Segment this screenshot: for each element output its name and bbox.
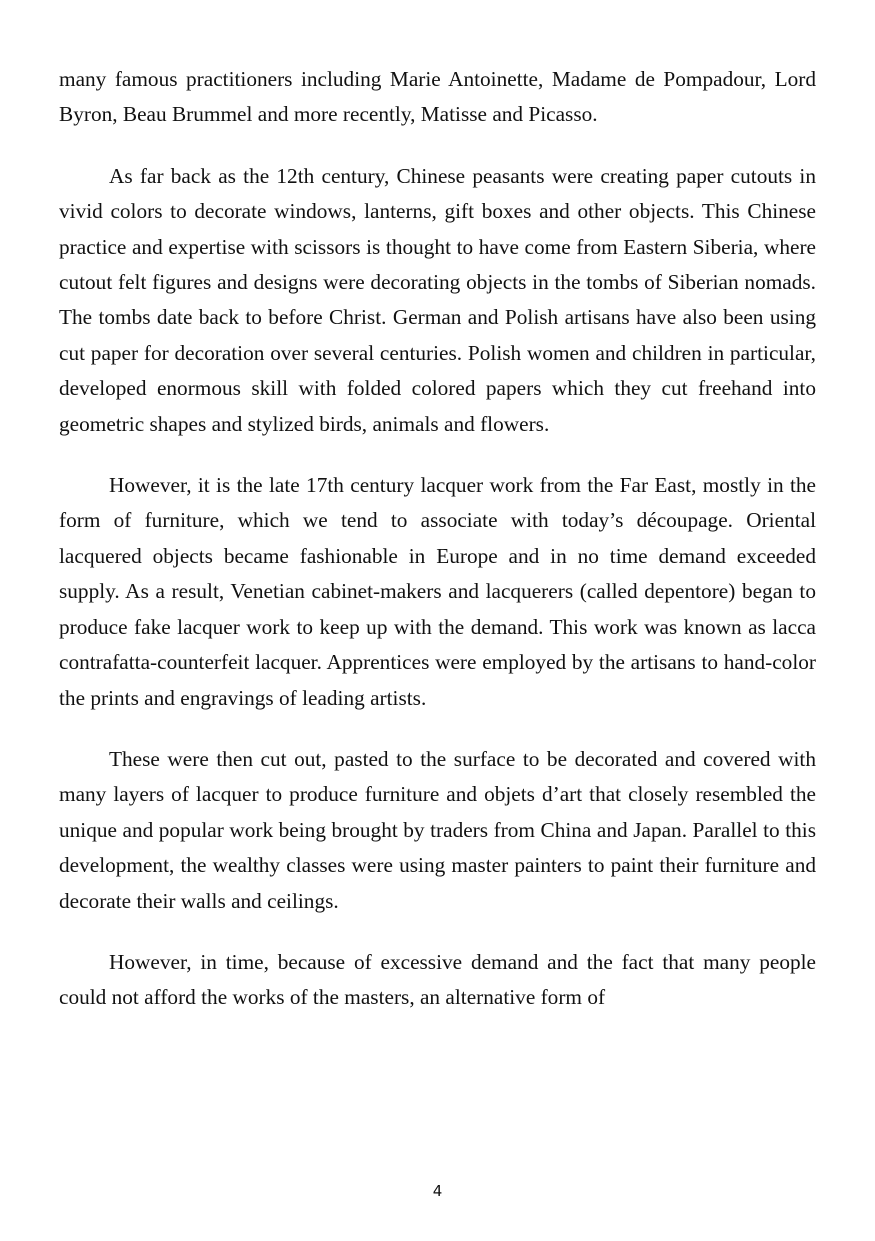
- document-body: [59, 62, 816, 1042]
- paragraph-continued: many famous practitioners including Marie Antoinette, Madame de Pompadour, Lord Byron, Beau Brummel and more recently, Matisse and Picasso.: [59, 67, 816, 127]
- page-number: 4: [432, 1182, 443, 1200]
- paragraph-cut-out-pasted: These were then cut out, pasted to the surface to be decorated and covered with many layers of lacquer to produce furniture and objets d’art that closely resembled the unique and popular work being brought by traders from China and Japan. Parallel to this development, the wealthy classes were using master painters to paint their furniture and decorate their walls and ceilings.: [59, 746, 816, 913]
- paragraph-excessive-demand: However, in time, because of excessive demand and the fact that many people could not afford the works of the masters, an alternative form of: [59, 949, 816, 1010]
- paragraph-chinese-cutouts: As far back as the 12th century, Chinese peasants were creating paper cutouts in vivid colors to decorate windows, lanterns, gift boxes and other objects. This Chinese practice and expertise with scissors is thought to have come from Eastern Siberia, where cutout felt figures and designs were decorating objects in the tombs of Siberian nomads. The tombs date back to before Christ. German and Polish artisans have also been using cut paper for decoration over several centuries. Polish women and children in particular, developed enormous skill with folded colored papers which they cut freehand into geometric shapes and stylized birds, animals and flowers.: [59, 163, 816, 436]
- paragraph-lacquer-work: However, it is the late 17th century lacquer work from the Far East, mostly in the form of furniture, which we tend to associate with today’s découpage. Oriental lacquered objects became fashionable in Europe and in no time demand exceeded supply. As a result, Venetian cabinet-makers and lacquerers (called depentore) began to produce fake lacquer work to keep up with the demand. This work was known as lacca contrafatta-counterfeit lacquer. Apprentices were employed by the artisans to hand-color the prints and engravings of leading artists.: [59, 473, 816, 710]
